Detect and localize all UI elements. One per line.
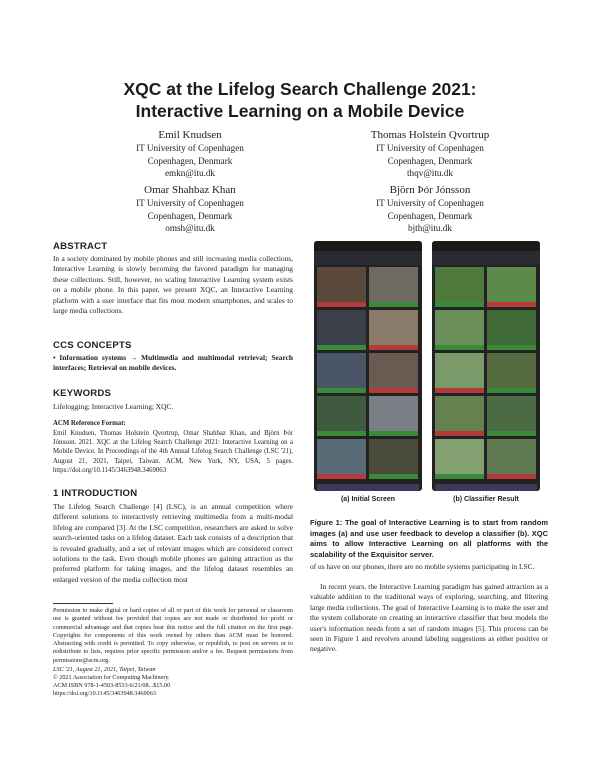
label-bar[interactable]	[487, 302, 536, 307]
author-block: Björn Þór Jónsson IT University of Copenhagen Copenhagen, Denmark bjth@itu.dk	[376, 184, 484, 233]
keywords-heading: KEYWORDS	[53, 388, 112, 399]
paper-title: XQC at the Lifelog Search Challenge 2021: Interactive Learning on a Mobile Device	[123, 79, 477, 121]
ccs-text: • Information systems → Multimedia and multimodal retrieval; Search interfaces; Retrieval on mobile devices.	[53, 353, 293, 373]
thumbnail-image[interactable]	[369, 396, 418, 436]
label-bar[interactable]	[435, 345, 484, 350]
label-bar[interactable]	[435, 302, 484, 307]
subcaption-a: (a) Initial Screen	[340, 496, 396, 503]
thumbnail-image[interactable]	[487, 396, 536, 436]
label-bar[interactable]	[487, 345, 536, 350]
label-bar[interactable]	[317, 388, 366, 393]
bottom-controls[interactable]	[435, 484, 537, 491]
thumbnail-image[interactable]	[435, 353, 484, 393]
label-bar[interactable]	[369, 345, 418, 350]
acm-ref-heading: ACM Reference Format:	[53, 420, 126, 427]
label-bar[interactable]	[317, 345, 366, 350]
permission-notice: Permission to make digital or hard copies of all or part of this work for personal or classroom use is granted without fee provided that copies are not made or distributed for profit or commercial advantage and that copies bear this notice and the full citation on the first page. Copyrights for components of this work owned by others than ACM must be honored. Abstracting with credit is permitted. To copy otherwise, or republish, to post on servers or to redistribute to lists, requires prior specific permission and/or a fee. Request permissions from permissions@acm.org.	[53, 607, 293, 664]
col2-paragraph: In recent years, the Interactive Learning paradigm has gained attraction as a valuable addition to the traditional ways of exploring, searching, and filtering large media collections. The goal of Interactive Learning is to make the user and the system collaborate on creating an interactive classifier that best models the user's information needs from a set of random images [5]. This process can be seen in Figure 1 and revolves around labeling suggestions as either positive or negative.	[310, 582, 548, 654]
figure-caption: Figure 1: The goal of Interactive Learning is to start from random images (a) and use user feedback to develop a classifier (b). XQC aims to allow Interactive Learning on all platforms with the scalability of the Exquisitor server.	[310, 518, 548, 559]
thumbnail-image[interactable]	[369, 267, 418, 307]
col2-continuation: of us have on our phones, there are no mobile systems participating in LSC.	[310, 562, 535, 571]
thumbnail-image[interactable]	[369, 353, 418, 393]
copyright: © 2021 Association for Computing Machinery.	[53, 674, 170, 681]
label-bar[interactable]	[317, 474, 366, 479]
isbn: ACM ISBN 978-1-4503-8533-6/21/08...$15.00	[53, 682, 171, 689]
label-bar[interactable]	[487, 474, 536, 479]
thumbnail-image[interactable]	[435, 439, 484, 479]
footnote-rule	[53, 603, 113, 604]
label-bar[interactable]	[369, 302, 418, 307]
author-block: Emil Knudsen IT University of Copenhagen Copenhagen, Denmark emkn@itu.dk	[136, 129, 244, 178]
author-block: Omar Shahbaz Khan IT University of Copenhagen Copenhagen, Denmark omsh@itu.dk	[136, 184, 244, 233]
intro-heading: 1 INTRODUCTION	[53, 488, 138, 499]
thumbnail-image[interactable]	[317, 310, 366, 350]
thumbnail-image[interactable]	[369, 439, 418, 479]
label-bar[interactable]	[487, 388, 536, 393]
venue: LSC '21, August 21, 2021, Taipei, Taiwan	[53, 666, 156, 673]
phone-screenshot-initial	[314, 241, 422, 491]
keywords-text: Lifelogging; Interactive Learning; XQC.	[53, 402, 174, 411]
thumbnail-image[interactable]	[435, 310, 484, 350]
bottom-controls[interactable]	[317, 484, 419, 491]
author-block: Thomas Holstein Qvortrup IT University of Copenhagen Copenhagen, Denmark thqv@itu.dk	[370, 129, 490, 178]
thumbnail-image[interactable]	[487, 353, 536, 393]
thumbnail-image[interactable]	[487, 310, 536, 350]
abstract-heading: ABSTRACT	[53, 241, 108, 252]
subcaption-b: (b) Classifier Result	[453, 496, 519, 503]
thumbnail-image[interactable]	[369, 310, 418, 350]
label-bar[interactable]	[369, 474, 418, 479]
app-toolbar	[314, 251, 422, 265]
app-toolbar	[432, 251, 540, 265]
label-bar[interactable]	[487, 431, 536, 436]
acm-ref-text: Emil Knudsen, Thomas Holstein Qvortrup, Omar Shahbaz Khan, and Björn Þór Jónsson. 2021. XQC at the Lifelog Search Challenge 2021: Interactive Learning on a Mobile Device. In Proceedings of the 4th Annual Lifelog Search Challenge (LSC '21), August 21, 2021, Taipei, Taiwan. ACM, New York, NY, USA, 5 pages. https://doi.org/10.1145/3463948.3469063	[53, 430, 293, 474]
thumbnail-image[interactable]	[317, 396, 366, 436]
abstract-text: In a society dominated by mobile phones and still increasing media collections, Interactive Learning is slowly becoming the favored paradigm for managing these collections. Still, however, no scaling Interactive Learning system exists on a mobile phone. In this paper, we present XQC, an Interactive Learning platform with a user interface that fits most modern smartphones, and scales to large media collections.	[53, 254, 293, 316]
thumbnail-image[interactable]	[317, 353, 366, 393]
phone-screenshot-classifier	[432, 241, 540, 491]
label-bar[interactable]	[317, 431, 366, 436]
thumbnail-image[interactable]	[487, 439, 536, 479]
thumbnail-image[interactable]	[435, 396, 484, 436]
doi-link[interactable]: https://doi.org/10.1145/3463948.3469063	[53, 690, 156, 697]
thumbnail-image[interactable]	[317, 439, 366, 479]
label-bar[interactable]	[369, 388, 418, 393]
label-bar[interactable]	[435, 474, 484, 479]
thumbnail-image[interactable]	[487, 267, 536, 307]
label-bar[interactable]	[317, 302, 366, 307]
thumbnail-image[interactable]	[435, 267, 484, 307]
ccs-heading: CCS CONCEPTS	[53, 340, 132, 351]
label-bar[interactable]	[369, 431, 418, 436]
intro-text: The Lifelog Search Challenge [4] (LSC), is an annual competition where different solutions to interactively retrieving multimedia from a multi-modal lifelog are compared [3]. At the LSC competition, researchers are asked to solve search-oriented tasks on a lifelog dataset. Each task consists of a description that is revealed gradually, and a set of relevant images which are considered correct solutions to the task. Even though mobile phones are gaining attraction as the preferred platform for taking images, and the lifelog dataset resembles an enlarged version of the media collection most	[53, 502, 293, 584]
label-bar[interactable]	[435, 431, 484, 436]
label-bar[interactable]	[435, 388, 484, 393]
thumbnail-image[interactable]	[317, 267, 366, 307]
